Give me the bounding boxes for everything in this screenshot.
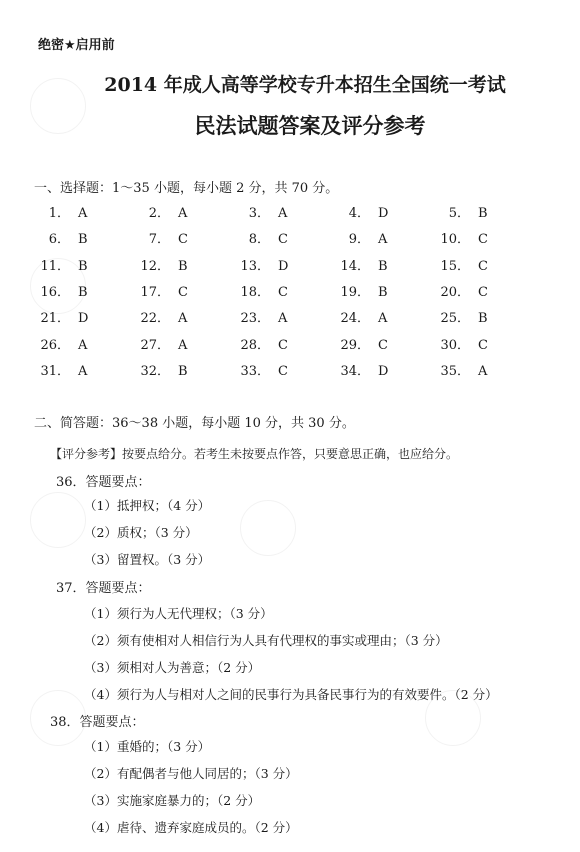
answer-letter: C — [278, 337, 288, 353]
answer-cell — [40, 334, 87, 353]
page-title: 2014 年成人高等学校专升本招生全国统一考试 — [104, 74, 506, 96]
q37-item-3: （3）须相对人为善意；（2 分） — [84, 660, 261, 675]
answer-number: 34． — [340, 363, 370, 379]
answer-cell — [40, 307, 88, 326]
answer-number: 5． — [448, 206, 470, 221]
answer-number: 18． — [240, 284, 270, 300]
answer-cell — [440, 202, 488, 221]
answer-number: 26． — [40, 337, 70, 353]
answer-letter: B — [78, 232, 88, 248]
answer-letter: B — [178, 258, 188, 274]
answer-number: 35． — [440, 363, 470, 379]
answer-letter: A — [478, 363, 488, 379]
answer-cell — [340, 360, 388, 379]
answer-letter: A — [178, 206, 188, 221]
answer-letter: A — [278, 311, 288, 327]
answer-number: 15． — [440, 258, 470, 274]
scoring-note: 【评分参考】按要点给分。若考生未按要点作答，只要意思正确，也应给分。 — [50, 447, 459, 461]
watermark — [30, 492, 86, 548]
answer-letter: B — [378, 284, 388, 300]
answer-cell — [140, 228, 188, 247]
answer-letter: C — [278, 284, 288, 300]
answer-cell — [440, 281, 488, 300]
answer-letter: C — [278, 232, 288, 248]
answer-cell — [240, 360, 288, 379]
answer-cell — [40, 281, 88, 300]
q37-item-2: （2）须有使相对人相信行为人具有代理权的事实或理由；（3 分） — [84, 633, 448, 648]
answer-cell — [140, 334, 187, 353]
answer-cell — [340, 334, 388, 353]
answer-number: 6． — [48, 232, 70, 248]
section2-heading: 二、简答题：36～38 小题，每小题 10 分，共 30 分。 — [34, 416, 355, 431]
answer-number: 4． — [348, 206, 370, 221]
answer-number: 7． — [148, 232, 170, 248]
answer-letter: C — [478, 284, 488, 300]
page-subtitle: 民法试题答案及评分参考 — [194, 114, 426, 138]
answer-cell — [140, 281, 188, 300]
answer-cell — [40, 228, 88, 247]
q38-item-4: （4）虐待、遗弃家庭成员的。（2 分） — [84, 820, 298, 835]
answer-cell — [440, 307, 488, 326]
answer-letter: C — [178, 284, 188, 300]
answer-number: 23． — [240, 311, 270, 327]
q38-item-3: （3）实施家庭暴力的；（2 分） — [84, 793, 261, 808]
answer-cell — [240, 228, 288, 247]
answer-letter: B — [378, 258, 388, 274]
answer-letter: D — [278, 258, 289, 274]
answer-letter: D — [78, 311, 89, 327]
answer-cell — [40, 255, 88, 274]
answer-number: 1． — [48, 206, 70, 221]
answer-number: 8． — [248, 232, 270, 248]
answer-number: 16． — [40, 284, 70, 300]
q36-label: 36．答题要点： — [56, 475, 151, 490]
answer-cell — [340, 228, 387, 247]
answer-number: 2． — [148, 206, 170, 221]
answer-letter: B — [78, 284, 88, 300]
answer-letter: A — [378, 311, 388, 327]
answer-number: 29． — [340, 337, 370, 353]
answer-letter: A — [178, 337, 188, 353]
q37-item-1: （1）须行为人无代理权；（3 分） — [84, 606, 273, 621]
answer-letter: A — [378, 232, 388, 248]
q37-label: 37．答题要点： — [56, 581, 151, 596]
q37-item-4: （4）须行为人与相对人之间的民事行为具备民事行为的有效要件。（2 分） — [84, 687, 498, 702]
q38-item-1: （1）重婚的；（3 分） — [84, 739, 211, 754]
answer-number: 14． — [340, 258, 370, 274]
answer-cell — [240, 255, 288, 274]
confidential-label: 绝密★启用前 — [38, 38, 115, 53]
answer-number: 10． — [440, 232, 470, 248]
answer-number: 9． — [348, 232, 370, 248]
answer-number: 3． — [248, 206, 270, 221]
answer-letter: B — [478, 311, 488, 327]
q36-item-1: （1）抵押权；（4 分） — [84, 498, 211, 513]
answer-cell — [240, 307, 287, 326]
q38-item-2: （2）有配偶者与他人同居的；（3 分） — [84, 766, 298, 781]
answer-letter: C — [278, 363, 288, 379]
q38-label: 38．答题要点： — [50, 715, 145, 730]
answer-cell — [440, 360, 487, 379]
answer-cell — [140, 307, 187, 326]
answer-number: 19． — [340, 284, 370, 300]
answer-letter: A — [78, 363, 88, 379]
answer-cell — [340, 202, 388, 221]
answer-cell — [240, 202, 287, 221]
answer-number: 31． — [40, 363, 70, 379]
answer-number: 33． — [240, 363, 270, 379]
answer-letter: C — [178, 232, 188, 248]
answer-number: 11． — [40, 258, 70, 274]
answer-letter: A — [278, 206, 288, 221]
watermark — [240, 500, 296, 556]
answer-cell — [240, 281, 288, 300]
answer-letter: B — [78, 258, 88, 274]
answer-letter: D — [378, 206, 389, 221]
answer-letter: C — [478, 232, 488, 248]
answer-letter: D — [378, 363, 389, 379]
answer-number: 12． — [140, 258, 170, 274]
answer-number: 22． — [140, 311, 170, 327]
answer-letter: C — [478, 337, 488, 353]
answer-number: 24． — [340, 311, 370, 327]
answer-cell — [440, 255, 488, 274]
answer-letter: A — [178, 311, 188, 327]
answer-cell — [140, 202, 187, 221]
q36-item-3: （3）留置权。（3 分） — [84, 552, 211, 567]
answer-cell — [140, 360, 188, 379]
answer-cell — [40, 360, 87, 379]
answer-letter: A — [78, 206, 88, 221]
answer-number: 21． — [40, 311, 70, 327]
answer-letter: A — [78, 337, 88, 353]
answer-number: 20． — [440, 284, 470, 300]
answer-cell — [140, 255, 188, 274]
section1-heading: 一、选择题：1～35 小题，每小题 2 分，共 70 分。 — [34, 181, 339, 196]
answer-number: 13． — [240, 258, 270, 274]
answer-cell — [240, 334, 288, 353]
answer-cell — [340, 255, 388, 274]
answer-letter: B — [178, 363, 188, 379]
answer-cell — [340, 281, 388, 300]
q36-item-2: （2）质权；（3 分） — [84, 525, 198, 540]
answer-letter: C — [378, 337, 388, 353]
answer-number: 27． — [140, 337, 170, 353]
answer-letter: B — [478, 206, 488, 221]
answer-letter: C — [478, 258, 488, 274]
answer-cell — [40, 202, 87, 221]
answer-cell — [440, 334, 488, 353]
answer-cell — [340, 307, 387, 326]
answer-number: 28． — [240, 337, 270, 353]
answer-number: 25． — [440, 311, 470, 327]
answer-number: 32． — [140, 363, 170, 379]
answer-cell — [440, 228, 488, 247]
answer-number: 17． — [140, 284, 170, 300]
answer-number: 30． — [440, 337, 470, 353]
